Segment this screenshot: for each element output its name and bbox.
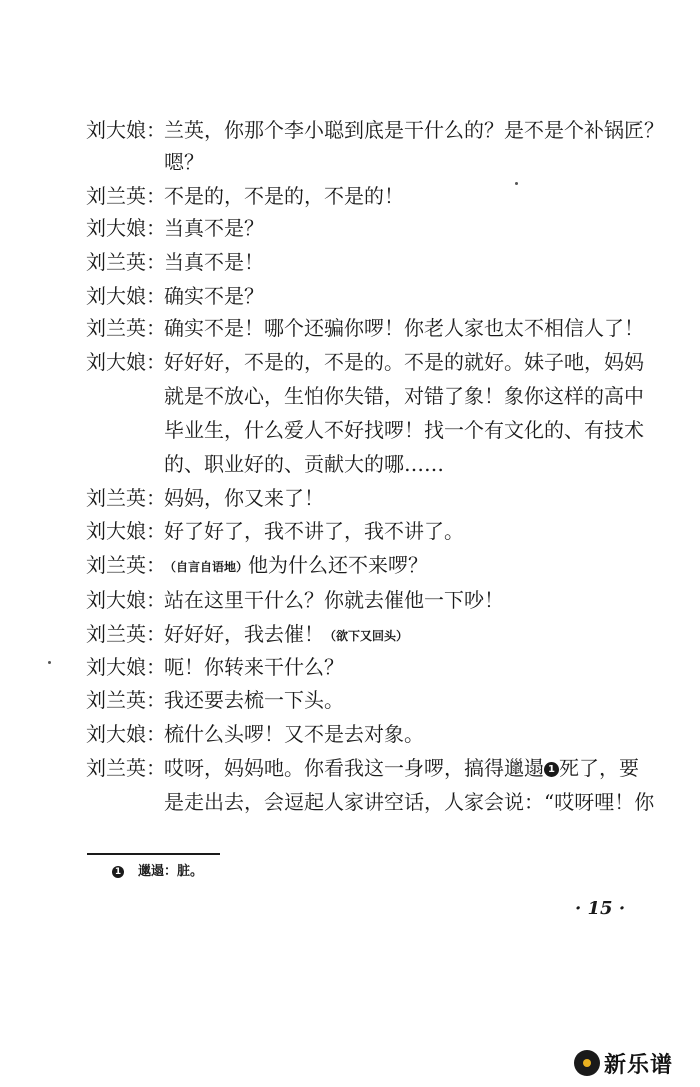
dialogue-text: 站在这里干什么？你就去催他一下吵！ (164, 588, 504, 612)
dialogue-text: 当真不是？ (164, 216, 264, 240)
dialogue-line (86, 651, 344, 683)
stage-direction: （自言自语地） (164, 560, 249, 574)
speaker-name: 刘兰英： (86, 184, 166, 208)
dialogue-text: 呃！你转来干什么？ (164, 655, 344, 679)
dialogue-line (86, 246, 264, 278)
page-number: · 15 · (575, 898, 626, 919)
dialogue-text: 确实不是？ (164, 284, 264, 308)
speaker-name: 刘大娘： (86, 350, 166, 374)
dialogue-line (86, 280, 264, 312)
footnote-marker: 1 (544, 762, 559, 777)
speaker-name: 刘大娘： (86, 216, 166, 240)
scan-speck (515, 182, 518, 185)
dialogue-text: 好好好，我去催！ (164, 622, 324, 646)
dialogue-text-after-note: 死了，要 (559, 756, 639, 780)
record-disc-icon (574, 1050, 600, 1076)
speaker-name: 刘大娘： (86, 588, 166, 612)
dialogue-line (86, 684, 344, 716)
footnote (112, 862, 203, 882)
speaker-name: 刘兰英： (86, 553, 166, 577)
dialogue-text: 确实不是！哪个还骗你啰！你老人家也太不相信人了！ (164, 316, 644, 340)
dialogue-line-continued (164, 414, 644, 446)
scan-speck (48, 661, 51, 664)
dialogue-text: 我还要去梳一下头。 (164, 688, 344, 712)
dialogue-line (86, 212, 264, 244)
speaker-name: 刘兰英： (86, 622, 166, 646)
speaker-name: 刘大娘： (86, 722, 166, 746)
watermark-logo (574, 1046, 673, 1080)
speaker-name: 刘大娘： (86, 284, 166, 308)
speaker-name: 刘兰英： (86, 250, 166, 274)
dialogue-text: 哎呀，妈妈吔。你看我这一身啰，搞得邋遢 (164, 756, 544, 780)
logo-text: 新乐谱 (604, 1052, 674, 1078)
dialogue-text: 好了好了，我不讲了，我不讲了。 (164, 519, 464, 543)
dialogue-text: 当真不是！ (164, 250, 264, 274)
dialogue-line (86, 312, 644, 344)
dialogue-text: 的、职业好的、贡献大的哪…… (164, 452, 444, 476)
dialogue-line (86, 549, 428, 581)
dialogue-line (86, 515, 464, 547)
footnote-divider (87, 853, 220, 855)
footnote-marker: 1 (112, 866, 124, 878)
dialogue-text: 是走出去，会逗起人家讲空话，人家会说：“哎呀哩！你 (164, 790, 655, 814)
dialogue-line-continued (164, 786, 654, 818)
dialogue-line (86, 114, 664, 146)
dialogue-text: 兰英，你那个李小聪到底是干什么的？是不是个补锅匠？ (164, 118, 664, 142)
speaker-name: 刘大娘： (86, 655, 166, 679)
dialogue-line (86, 180, 404, 212)
speaker-name: 刘兰英： (86, 756, 166, 780)
dialogue-line (86, 618, 408, 650)
speaker-name: 刘大娘： (86, 519, 166, 543)
dialogue-line (86, 482, 324, 514)
dialogue-text: 好好好，不是的，不是的。不是的就好。妹子吔，妈妈 (164, 350, 644, 374)
dialogue-text: 不是的，不是的，不是的！ (164, 184, 404, 208)
stage-direction: （欲下又回头） (324, 629, 409, 643)
dialogue-line (86, 752, 639, 784)
dialogue-line-continued (164, 146, 204, 178)
speaker-name: 刘兰英： (86, 486, 166, 510)
dialogue-text: 梳什么头啰！又不是去对象。 (164, 722, 424, 746)
speaker-name: 刘大娘： (86, 118, 166, 142)
dialogue-text: 毕业生，什么爱人不好找啰！找一个有文化的、有技术 (164, 418, 644, 442)
dialogue-text: 就是不放心，生怕你失错，对错了象！象你这样的高中 (164, 384, 644, 408)
dialogue-line (86, 584, 504, 616)
speaker-name: 刘兰英： (86, 316, 166, 340)
dialogue-text: 妈妈，你又来了！ (164, 486, 324, 510)
dialogue-line-continued (164, 448, 444, 480)
dialogue-text: 嗯？ (164, 150, 204, 174)
dialogue-line (86, 346, 644, 378)
speaker-name: 刘兰英： (86, 688, 166, 712)
footnote-text: 邋遢：脏。 (138, 864, 204, 879)
dialogue-line-continued (164, 380, 644, 412)
dialogue-line (86, 718, 424, 750)
dialogue-text: 他为什么还不来啰？ (248, 553, 429, 577)
